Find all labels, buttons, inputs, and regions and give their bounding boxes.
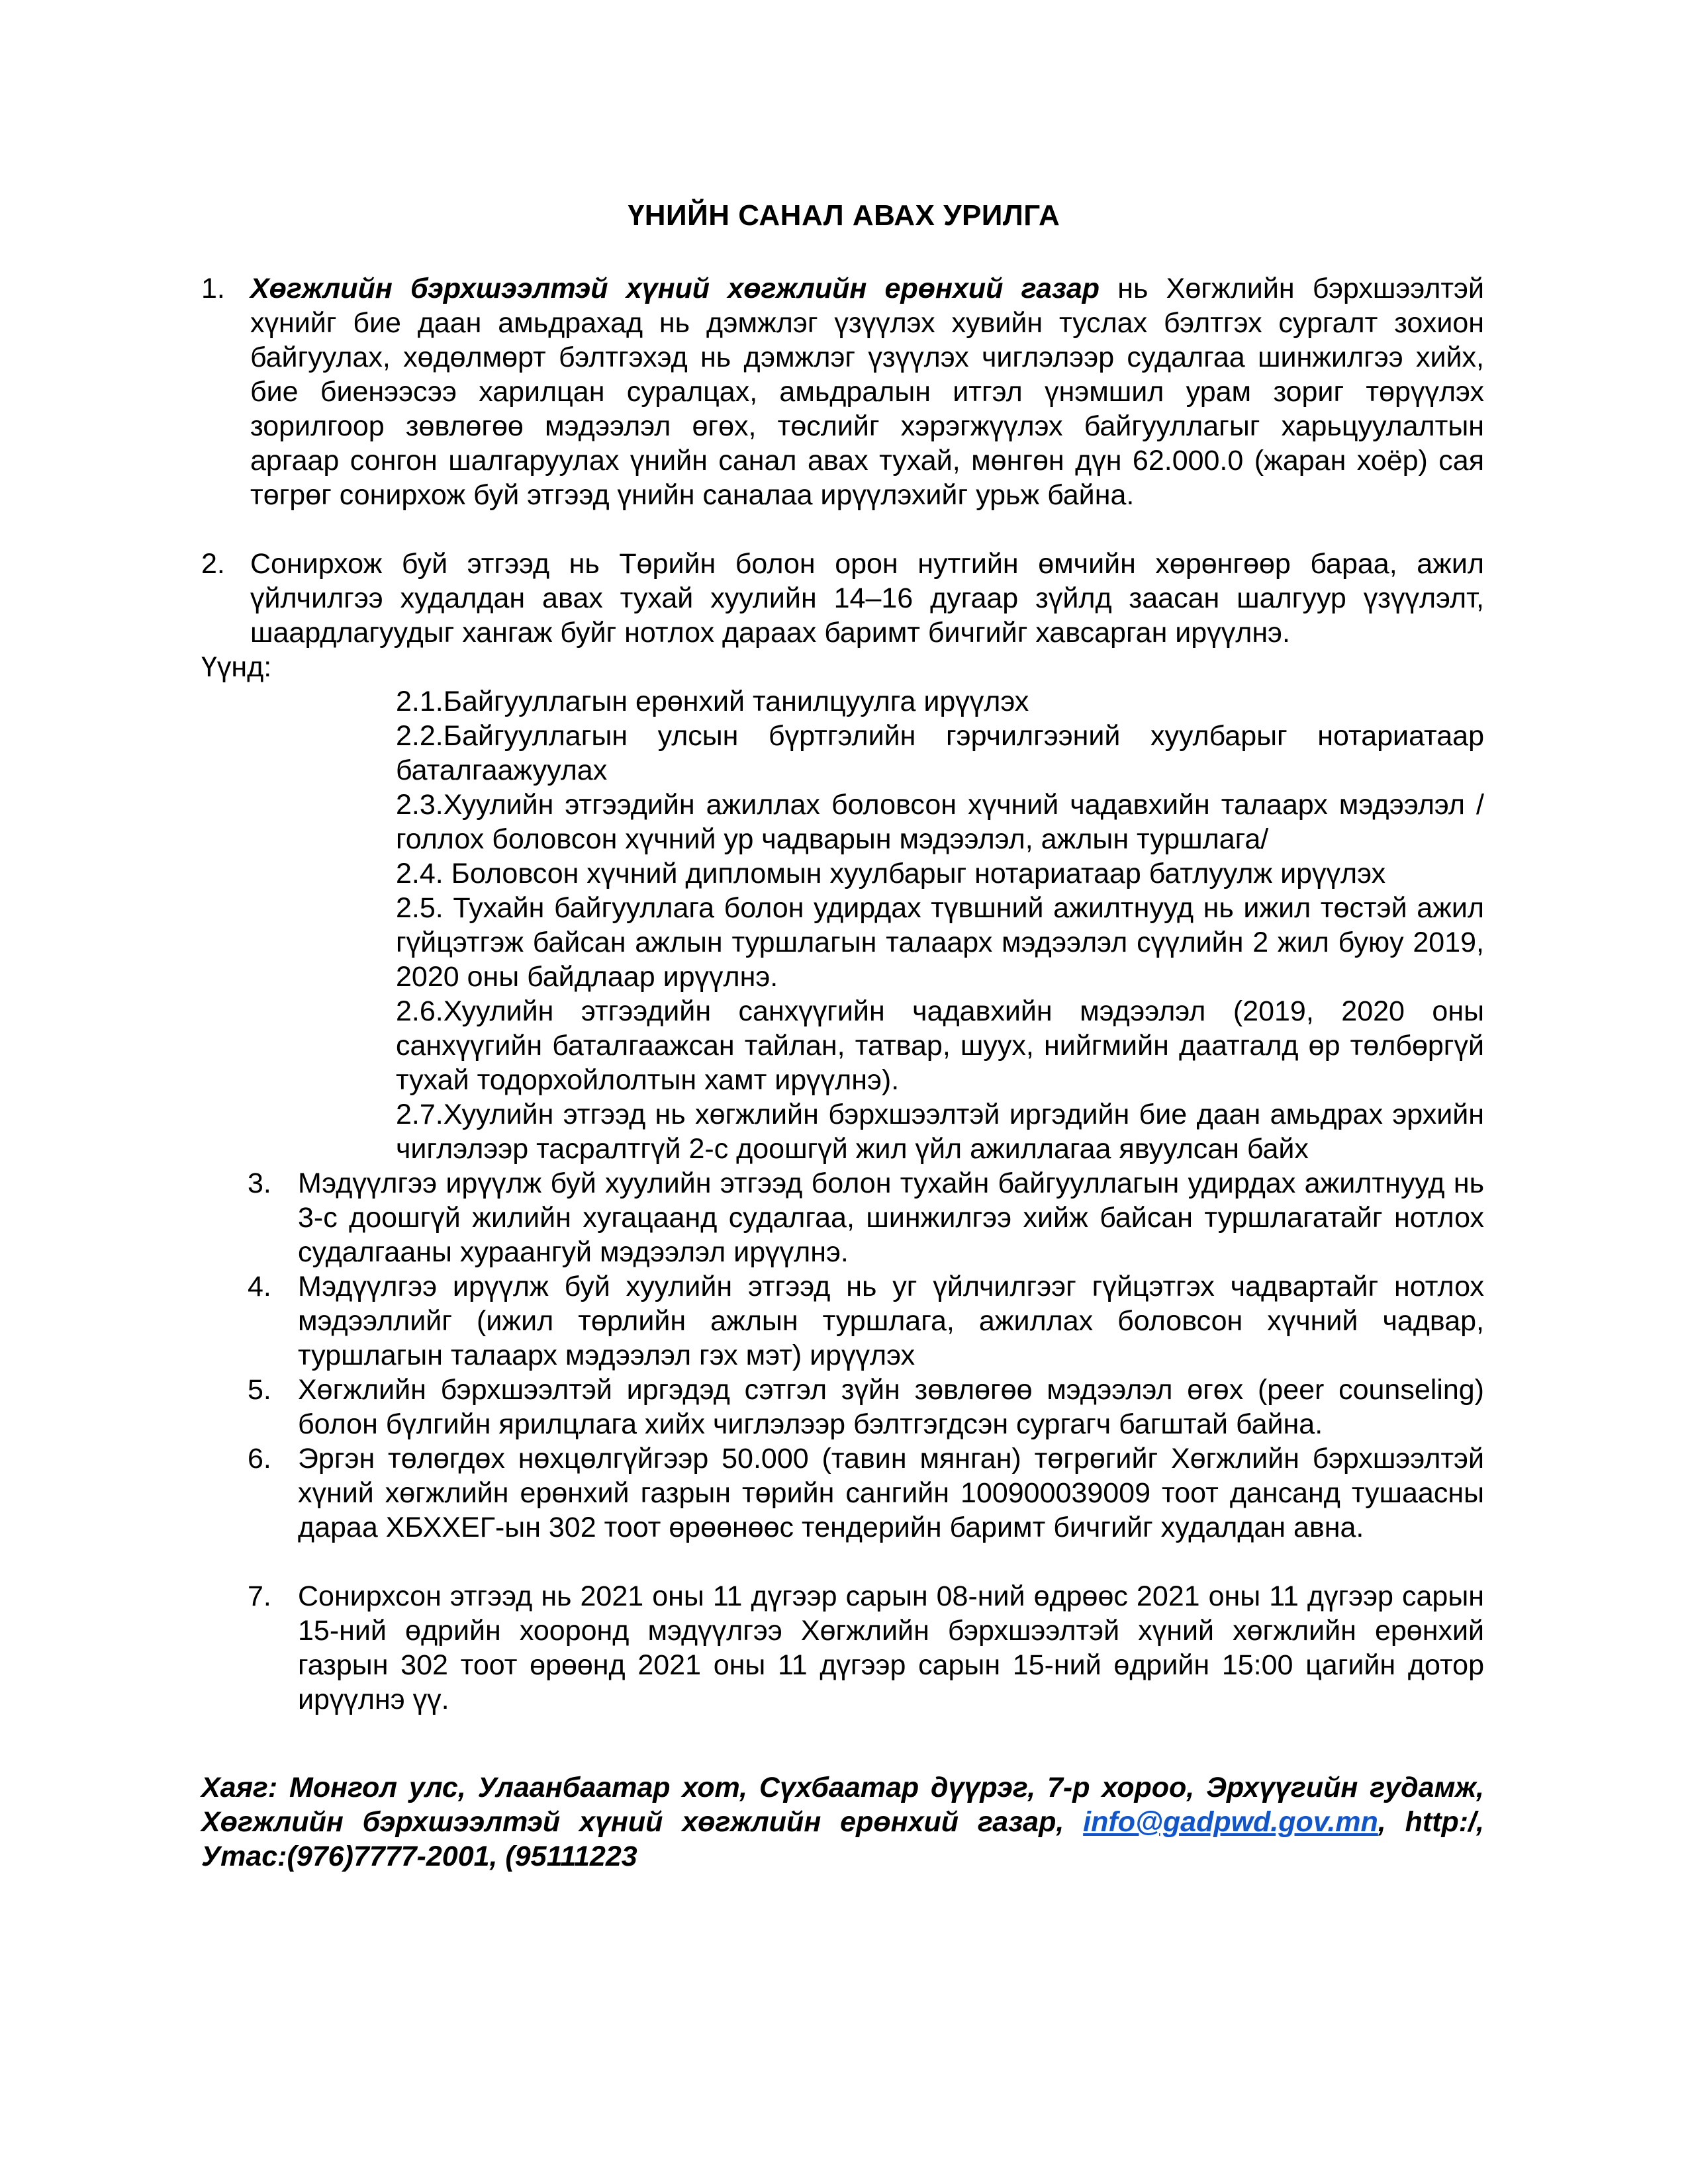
list-item-number: 2.: [201, 548, 225, 580]
list-item-text: Мэдүүлгээ ирүүлж буй хуулийн этгээд болон тухайн байгууллагын удирдах ажилтнууд нь 3-с доошгүй жилийн хугацаанд судалгаа, шинжилгээ хийж байсан туршлагатайг нотлох судалгааны хураангуй мэдээлэл ирүүлнэ.: [298, 1167, 1484, 1268]
requirement-item: 2.3.Хуулийн этгээдийн ажиллах боловсон хүчний чадавхийн талаарх мэдээлэл /голлох боловсон хүчний ур чадварын мэдээлэл, ажлын туршлага/: [396, 789, 1484, 855]
list-item-text: Мэдүүлгээ ирүүлж буй хуулийн этгээд нь уг үйлчилгээг гүйцэтгэх чадвартайг нотлох мэдээллийг (ижил төрлийн ажлын туршлага, ажиллах боловсон хүчний чадвар, туршлагын талаарх мэдээлэл гэх мэт) ирүүлэх: [298, 1271, 1484, 1371]
list-item-number: 3.: [248, 1167, 271, 1199]
list-item-text: Сонирхсон этгээд нь 2021 оны 11 дүгээр сарын 08-ний өдрөөс 2021 оны 11 дүгээр сарын 15-ний өдрийн хооронд мэдүүлгээ Хөгжлийн бэрхшээлтэй хүний хөгжлийн ерөнхий газрын 302 тоот өрөөнд 2021 оны 11 дүгээр сарын 15-ний өдрийн 15:00 цагийн дотор ирүүлнэ үү.: [298, 1580, 1484, 1715]
list-item-number: 4.: [248, 1271, 271, 1302]
list-item-text: Сонирхож буй этгээд нь Төрийн болон орон нутгийн өмчийн хөрөнгөөр бараа, ажил үйлчилгээ худалдан авах тухай хуулийн 14–16 дугаар зүйлд заасан шалгуур үзүүлэлт, шаардлагуудыг хангаж буйг нотлох дараах баримт бичгийг хавсарган ирүүлнэ.: [250, 548, 1484, 649]
address-text: Хаяг: Монгол улс, Улаанбаатар хот, Сүхбаатар дүүрэг, 7-р хороо, Эрхүүгийн гудамж, Хөгжлийн бэрхшээлтэй хүний хөгжлийн ерөнхий газар,: [201, 1772, 1484, 1838]
requirement-item: 2.4. Боловсон хүчний дипломын хуулбарыг нотариатаар батлуулж ирүүлэх: [396, 858, 1386, 889]
requirement-item: 2.2.Байгууллагын улсын бүртгэлийн гэрчилгээний хуулбарыг нотариатаар баталгаажуулах: [396, 720, 1484, 786]
list-item-text: нь Хөгжлийн бэрхшээлтэй хүнийг бие даан амьдрахад нь дэмжлэг үзүүлэх хувийн туслах бэлтгэх сургалт зохион байгуулах, хөдөлмөрт бэлтгэхэд нь дэмжлэг үзүүлэх чиглэлээр судалгаа шинжилгээ хийх, бие биенээсээ харилцан суралцах, амьдралын итгэл үнэмшил урам зориг төрүүлэх зорилгоор зөвлөгөө мэдээлэл өгөх, төслийг хэрэгжүүлэх байгууллагыг харьцуулалтын аргаар сонгон шалгаруулах үнийн санал авах тухай, мөнгөн дүн 62.000.0 (жаран хоёр) сая төгрөг сонирхож буй этгээд үнийн саналаа ирүүлэхийг урьж байна.: [250, 273, 1485, 511]
list-item-5: [248, 1373, 1484, 1441]
list-item-2: [201, 547, 1484, 650]
requirements-list: [396, 684, 1484, 1166]
list-item-7: [248, 1579, 1484, 1717]
contact-address: [201, 1770, 1484, 1874]
list-item-text: Эргэн төлөгдөх нөхцөлгүйгээр 50.000 (тавин мянган) төгрөгийг Хөгжлийн бэрхшээлтэй хүний хөгжлийн ерөнхий газрын төрийн сангийн 100900039009 тоот дансанд тушаасны дараа ХБХХЕГ-ын 302 тоот өрөөнөөс тендерийн баримт бичгийг худалдан авна.: [298, 1443, 1484, 1543]
requirement-item: 2.7.Хуулийн этгээд нь хөгжлийн бэрхшээлтэй иргэдийн бие даан амьдрах эрхийн чиглэлээр тасралтгүй 2-с доошгүй жил үйл ажиллагаа явуулсан байх: [396, 1099, 1484, 1165]
list-item-number: 7.: [248, 1580, 271, 1612]
page-title: ҮНИЙН САНАЛ АВАХ УРИЛГА: [628, 199, 1060, 232]
requirement-item: 2.1.Байгууллагын ерөнхий танилцуулга ирүүлэх: [396, 686, 1029, 717]
requirement-item: 2.6.Хуулийн этгээдийн санхүүгийн чадавхийн мэдээлэл (2019, 2020 оны санхүүгийн баталгаажсан тайлан, татвар, шууx, нийгмийн даатгалд өр төлбөргүй тухай тодорхойлолтын хамт ирүүлнэ).: [396, 995, 1484, 1096]
list-item-3: [248, 1166, 1484, 1269]
contact-phone: , http:/, Утас:(976)7777-2001, (95111223: [201, 1806, 1484, 1872]
list-item-number: 5.: [248, 1374, 271, 1406]
list-item-text: Хөгжлийн бэрхшээлтэй иргэдэд сэтгэл зүйн зөвлөгөө мэдээлэл өгөх (peer counseling) болон бүлгийн ярилцлага хийх чиглэлээр бэлтгэгдсэн сургагч багштай байна.: [298, 1374, 1484, 1440]
organization-name: Хөгжлийн бэрхшээлтэй хүний хөгжлийн ерөнхий газар: [250, 273, 1100, 304]
requirement-item: 2.5. Тухайн байгууллага болон удирдах түвшний ажилтнууд нь ижил төстэй ажил гүйцэтгэж байсан ажлын туршлагын талаарх мэдээлэл сүүлийн 2 жил буюу 2019, 2020 оны байдлаар ирүүлнэ.: [396, 892, 1484, 993]
list-item-6: [248, 1441, 1484, 1545]
undu-label: Үүнд:: [201, 651, 272, 683]
list-item-4: [248, 1269, 1484, 1373]
list-item-number: 6.: [248, 1443, 271, 1475]
list-item-number: 1.: [201, 273, 225, 304]
list-item-1: [201, 271, 1485, 512]
email-link[interactable]: info@gadpwd.gov.mn: [1083, 1806, 1378, 1838]
